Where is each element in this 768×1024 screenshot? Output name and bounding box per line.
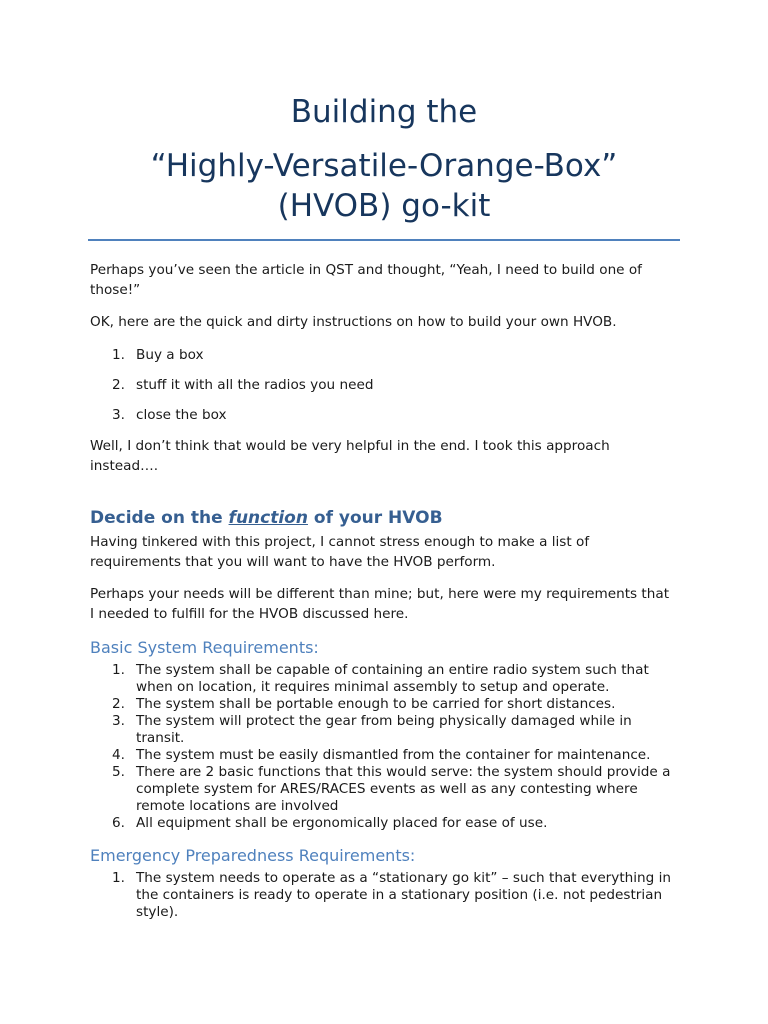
list-item: 1. Buy a box — [112, 347, 204, 363]
title-line-1: Building the — [290, 94, 478, 130]
section-heading-function: Decide on the function of your HVOB — [90, 508, 443, 528]
list-item: 3. The system will protect the gear from being physically damaged while in transit. — [112, 713, 632, 746]
emergency-requirements-list — [112, 870, 672, 921]
list-item: 3. close the box — [112, 407, 227, 423]
list-item: 6. All equipment shall be ergonomically placed for ease of use. — [112, 815, 548, 831]
intro-paragraph-3: Well, I don’t think that would be very helpful in the end. I took this approach instead…. — [90, 438, 610, 474]
title-line-3: (HVOB) go-kit — [277, 188, 491, 224]
section-paragraph-1: Having tinkered with this project, I cannot stress enough to make a list of requirements that you will want to have the HVOB perform. — [90, 534, 590, 570]
intro-paragraph-1: Perhaps you’ve seen the article in QST and thought, “Yeah, I need to build one of those!” — [90, 262, 642, 298]
emergency-requirements-heading: Emergency Preparedness Requirements: — [90, 846, 416, 865]
title-underline-divider — [88, 239, 680, 241]
section-paragraph-2: Perhaps your needs will be different than mine; but, here were my requirements that I needed to fulfill for the HVOB discussed here. — [90, 586, 670, 622]
basic-requirements-list — [112, 662, 672, 832]
list-item: 1. The system shall be capable of containing an entire radio system such that when on location, it requires minimal assembly to setup and operate. — [112, 662, 649, 695]
document-title — [88, 92, 680, 226]
list-item: 4. The system must be easily dismantled from the container for maintenance. — [112, 747, 651, 763]
basic-requirements-heading: Basic System Requirements: — [90, 638, 319, 657]
list-item: 2. stuff it with all the radios you need — [112, 377, 374, 393]
list-item: 2. The system shall be portable enough to be carried for short distances. — [112, 696, 616, 712]
list-item: 5. There are 2 basic functions that this would serve: the system should provide a complete system for ARES/RACES events as well as any contesting where remote locations are involved — [112, 764, 671, 814]
intro-paragraph-2: OK, here are the quick and dirty instructions on how to build your own HVOB. — [90, 314, 617, 330]
title-line-2: “Highly-Versatile-Orange-Box” — [150, 148, 618, 184]
list-item: 1. The system needs to operate as a “stationary go kit” – such that everything in the containers is ready to operate in a stationary position (i.e. not pedestrian style). — [112, 870, 671, 920]
steps-list — [112, 345, 672, 435]
